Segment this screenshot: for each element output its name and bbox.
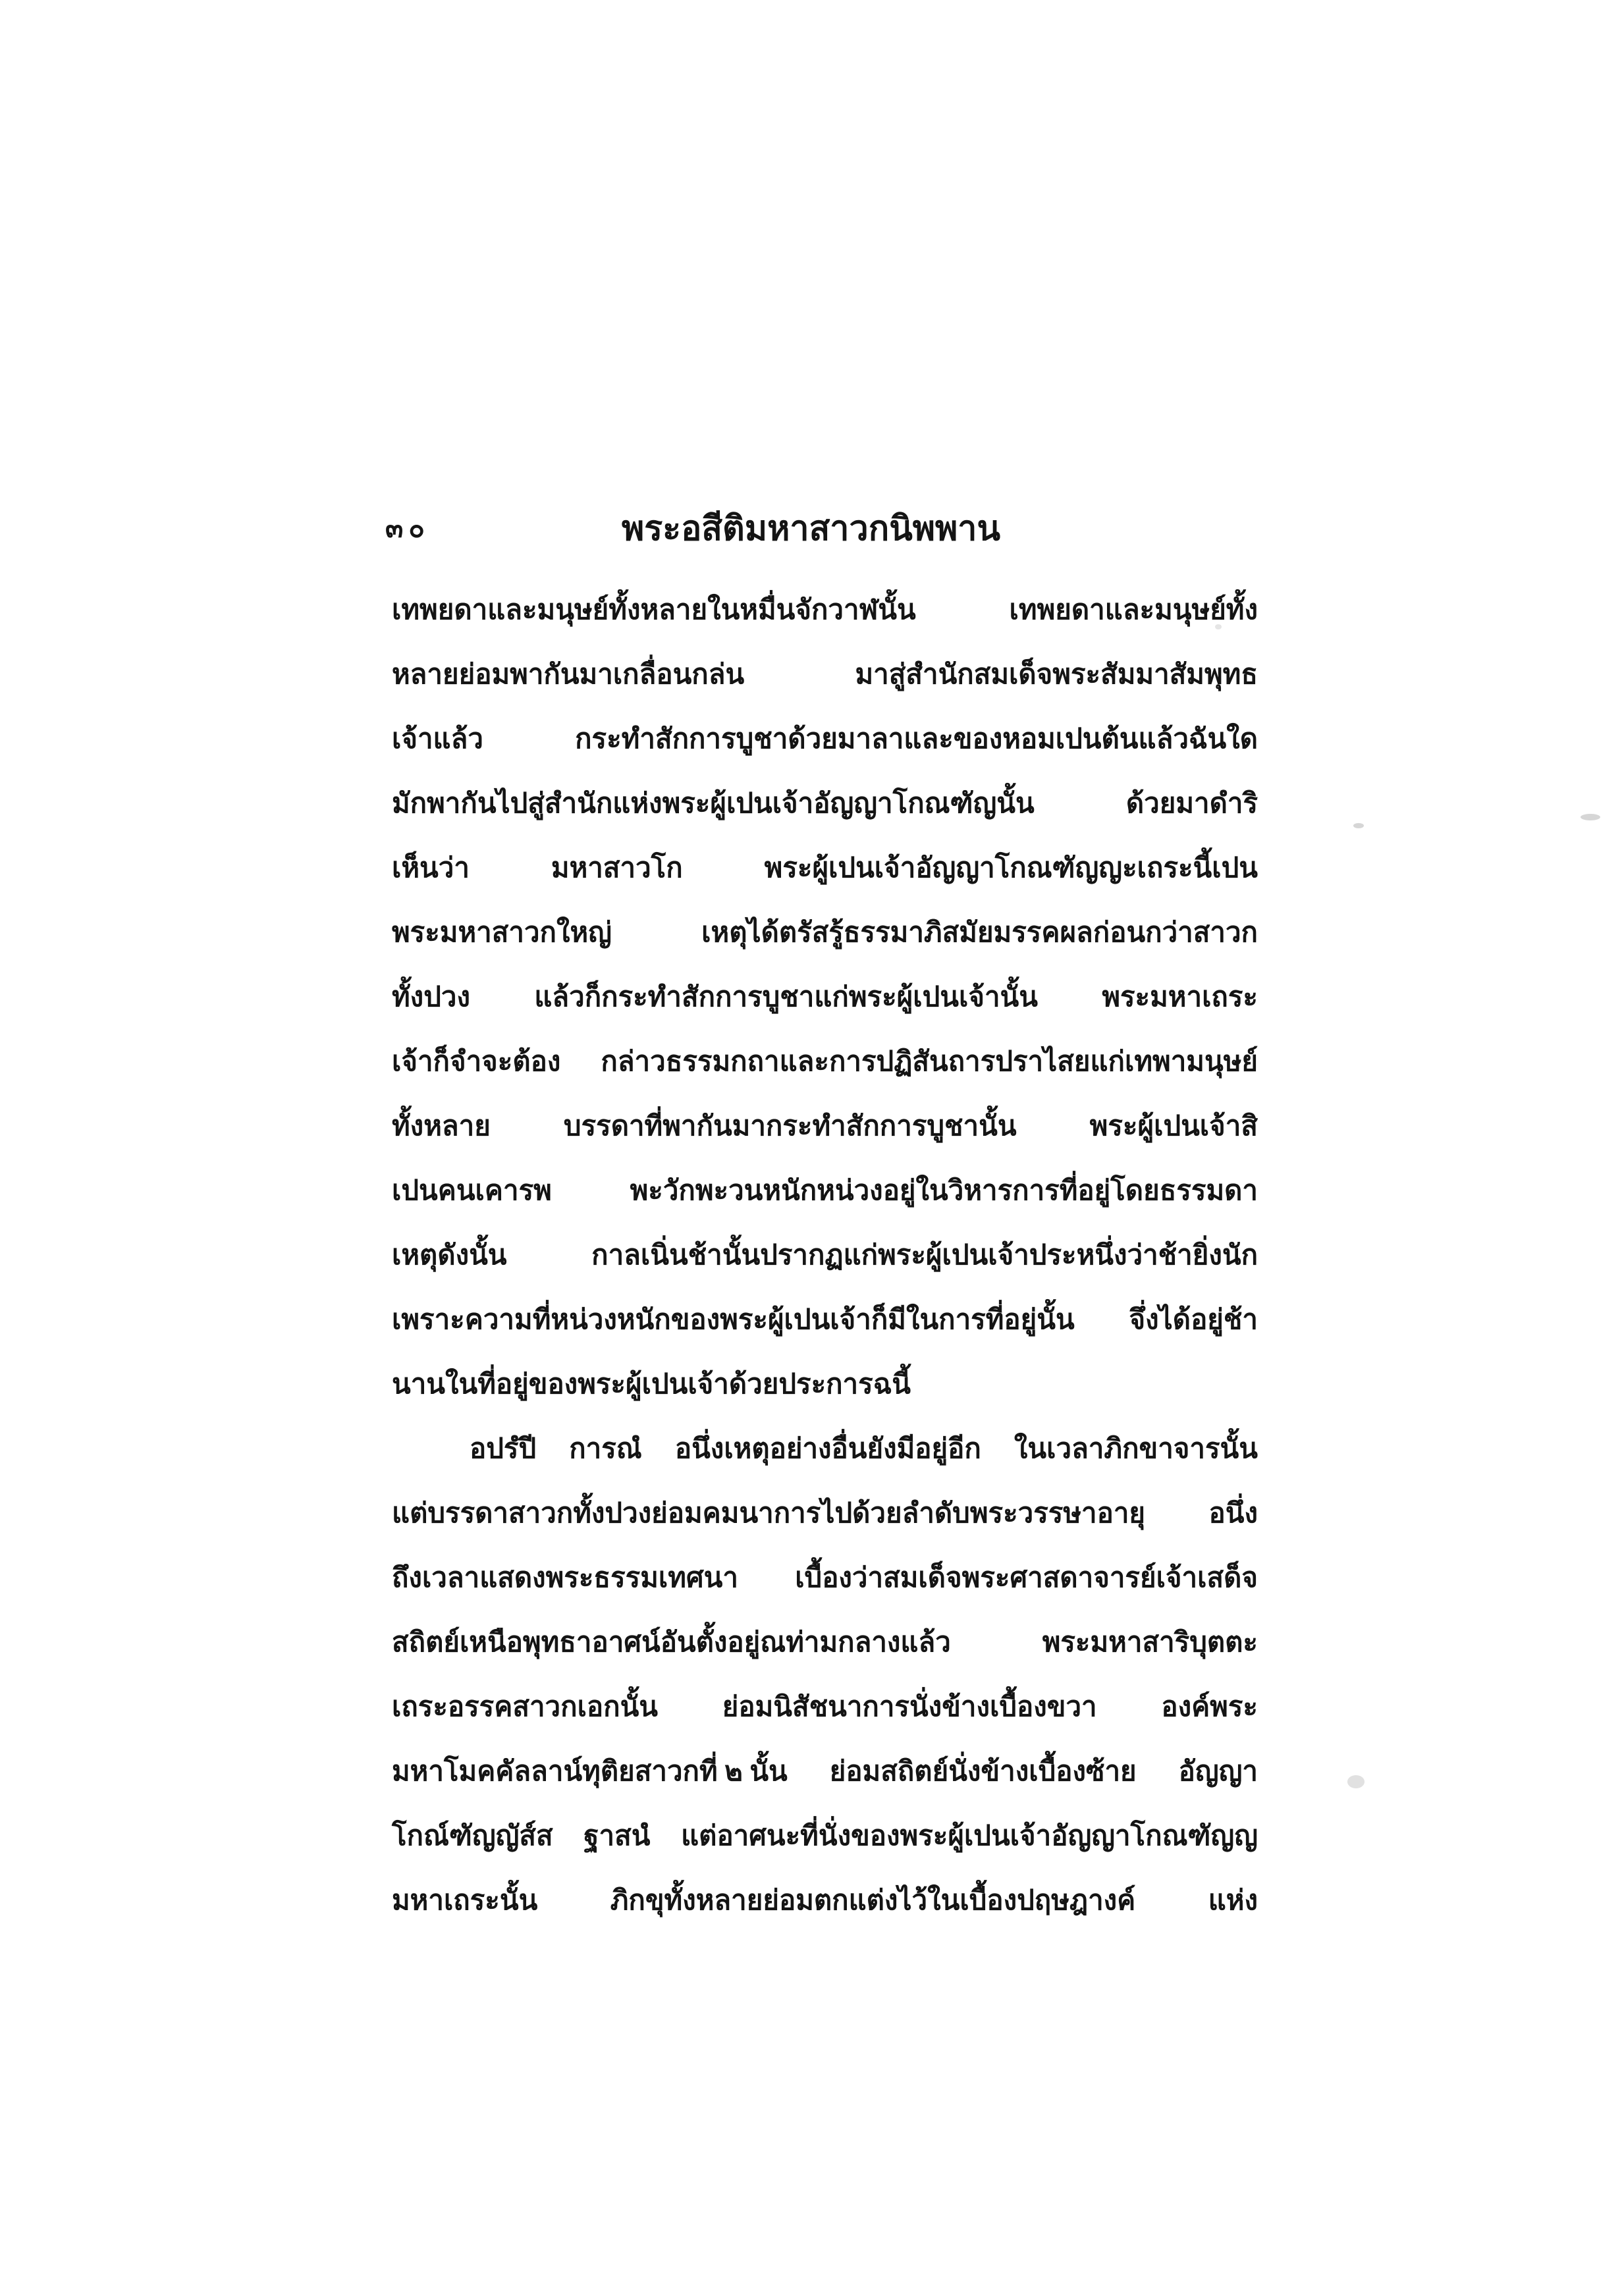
text-segment: แต่อาศนะที่นั่งของพระผู้เปนเจ้าอัญญาโกณฑัญญ [681,1821,1258,1852]
text-segment: พระผู้เปนเจ้าอัญญาโกณฑัญญะเถระนี้เปน [764,853,1258,884]
text-segment: ในเวลาภิกขาจารนั้น [1014,1433,1258,1464]
text-line [392,1142,1258,1206]
text-segment: ย่อมนิสัชนาการนั่งข้างเบื้องขวา [722,1692,1097,1722]
text-segment: สถิตย์เหนือพุทธาอาศน์อันตั้งอยู่ณท่ามกลางแล้ว [392,1627,951,1658]
text-segment: โกณ์ฑัญญัส์ส [392,1821,553,1852]
text-segment: เบื้องว่าสมเด็จพระศาสดาจารย์เจ้าเสด็จ [795,1562,1258,1593]
scan-speck [1347,1775,1365,1788]
text-line [392,1593,1258,1658]
page-number: ๓๐ [385,514,430,543]
text-segment: พระผู้เปนเจ้าสิ [1089,1111,1258,1142]
text-line [392,1464,1258,1529]
text-segment: เปนคนเคารพ [392,1175,552,1206]
text-segment: เทพยดาและมนุษย์ทั้งหลายในหมื่นจักวาฬนั้น [392,595,916,626]
text-line [392,1400,1258,1464]
text-segment: เหตุดังนั้น [392,1240,507,1271]
text-segment: ฐาสนํ [583,1821,651,1852]
text-segment: ย่อมสถิตย์นั่งข้างเบื้องซ้าย [829,1756,1137,1787]
scan-speck [1215,624,1222,629]
page-title: พระอสีติมหาสาวกนิพพาน [621,510,1001,548]
text-segment: พระมหาสาวกใหญ่ [392,917,612,948]
text-segment: มหาเถระนั้น [392,1885,538,1916]
text-segment: ทั้งหลาย [392,1111,491,1142]
text-block [392,561,1258,1916]
text-line [392,1658,1258,1722]
text-segment: อนึ่งเหตุอย่างอื่นยังมีอยู่อีก [674,1433,981,1464]
scan-speck [1353,823,1364,828]
text-line [392,819,1258,884]
text-line [392,1852,1258,1916]
text-segment: กล่าวธรรมกถาและการปฏิสันถารปราไสยแก่เทพามนุษย์ [601,1046,1258,1077]
text-segment: แห่ง [1208,1885,1258,1916]
text-segment: พระมหาเถระ [1102,982,1258,1013]
text-segment: พะวักพะวนหนักหน่วงอยู่ในวิหารการที่อยู่โดยธรรมดา [630,1175,1258,1206]
text-line [392,755,1258,819]
text-segment: กระทำสักการบูชาด้วยมาลาและของหอมเปนต้นแล้วฉันใด [575,724,1258,755]
text-segment: มักพากันไปสู่สำนักแห่งพระผู้เปนเจ้าอัญญาโกณฑัญนั้น [392,788,1035,819]
text-segment: อนึ่ง [1208,1498,1258,1529]
text-segment: จึ่งได้อยู่ช้า [1129,1304,1258,1335]
text-segment: เจ้าแล้ว [392,724,483,755]
text-line [392,1722,1258,1787]
text-line [392,690,1258,755]
text-segment: อปรํปี [470,1433,537,1464]
text-line [392,1206,1258,1271]
text-segment: อัญญา [1178,1756,1258,1787]
text-segment: มหาสาวโก [551,853,683,884]
text-segment: การณํ [569,1433,642,1464]
text-segment: กาลเนิ่นช้านั้นปรากฏแก่พระผู้เปนเจ้าประหนึ่งว่าช้ายิ่งนัก [591,1240,1258,1271]
text-segment: หลายย่อมพากันมาเกลื่อนกล่น [392,659,745,690]
text-line [392,884,1258,948]
text-segment: เทพยดาและมนุษย์ทั้ง [1009,595,1258,626]
text-line [392,948,1258,1013]
text-segment: ด้วยมาดำริ [1125,788,1258,819]
text-segment: แล้วก็กระทำสักการบูชาแก่พระผู้เปนเจ้านั้น [534,982,1038,1013]
text-segment: มาสู่สำนักสมเด็จพระสัมมาสัมพุทธ [855,659,1258,690]
text-segment: เจ้าก็จำจะต้อง [392,1046,561,1077]
text-segment: ภิกขุทั้งหลายย่อมตกแต่งไว้ในเบื้องปฤษฎางค์ [610,1885,1136,1916]
text-segment: ถึงเวลาแสดงพระธรรมเทศนา [392,1562,738,1593]
text-segment: มหาโมคคัลลาน์ทุติยสาวกที่ ๒ นั้น [392,1756,788,1787]
text-segment: แต่บรรดาสาวกทั้งปวงย่อมคมนาการไปด้วยลำดับพระวรรษาอายุ [392,1498,1146,1529]
text-segment: เห็นว่า [392,853,470,884]
text-segment: บรรดาที่พากันมากระทำสักการบูชานั้น [563,1111,1017,1142]
scan-speck [1581,814,1600,820]
text-line [392,626,1258,690]
text-segment: องค์พระ [1161,1692,1258,1722]
text-segment: เพราะความที่หน่วงหนักของพระผู้เปนเจ้าก็มีในการที่อยู่นั้น [392,1304,1075,1335]
text-line [392,1013,1258,1077]
text-line [392,1335,1258,1400]
text-segment: เหตุได้ตรัสรู้ธรรมาภิสมัยมรรคผลก่อนกว่าสาวก [701,917,1258,948]
text-segment: ทั้งปวง [392,982,470,1013]
text-line [392,1787,1258,1852]
text-line [392,1077,1258,1142]
text-segment: เถระอรรคสาวกเอกนั้น [392,1692,659,1722]
text-line [392,1271,1258,1335]
text-line [392,1529,1258,1593]
text-line [392,561,1258,626]
text-segment: นานในที่อยู่ของพระผู้เปนเจ้าด้วยประการฉนี้ [392,1369,911,1400]
text-segment: พระมหาสาริบุตตะ [1042,1627,1258,1658]
